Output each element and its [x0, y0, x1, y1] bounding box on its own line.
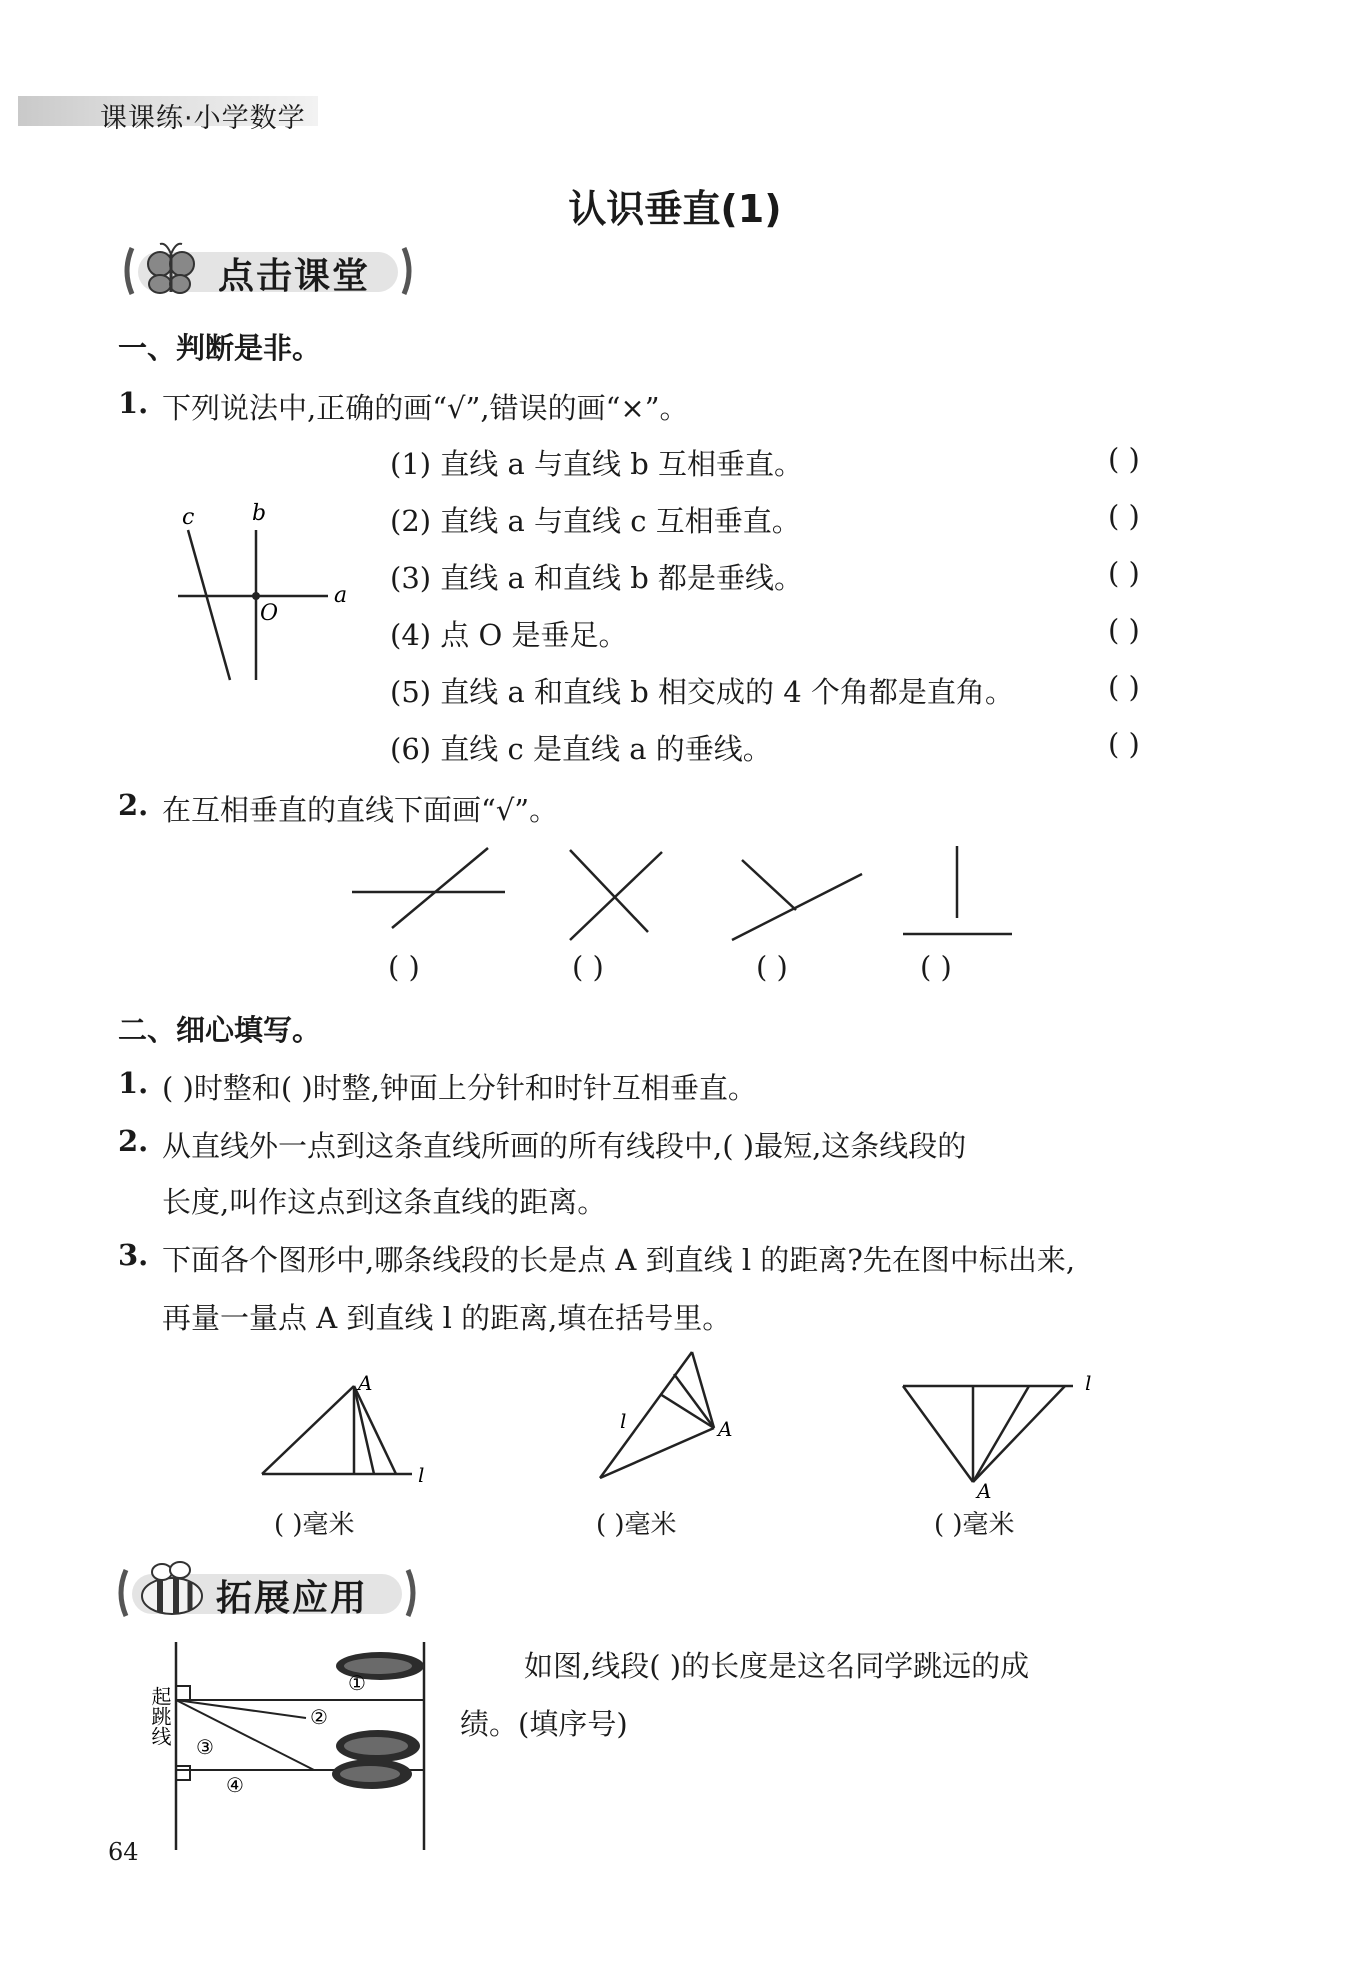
mark-3: ③ — [196, 1735, 214, 1759]
distance-figure-1 — [250, 1348, 450, 1488]
q2-paren-4[interactable]: ( ) — [920, 950, 952, 984]
bee-icon — [142, 1562, 202, 1614]
line-pair-1 — [352, 848, 505, 928]
part1-heading: 一、判断是非。 — [118, 331, 322, 365]
fig1-answer[interactable]: ( )毫米 — [274, 1510, 355, 1540]
answer-paren[interactable]: ( ) — [1108, 499, 1140, 533]
footprint-icon — [332, 1730, 420, 1789]
answer-paren[interactable]: ( ) — [1108, 613, 1140, 647]
fill-q3-line2: 再量一量点 A 到直线 l 的距离,填在括号里。 — [162, 1301, 732, 1335]
q2-paren-3[interactable]: ( ) — [756, 950, 788, 984]
statement-4: (4) 点 O 是垂足。 — [390, 618, 628, 652]
statement-3: (3) 直线 a 和直线 b 都是垂线。 — [390, 561, 804, 595]
label-c: c — [182, 505, 195, 530]
line-pair-4 — [903, 846, 1012, 934]
section-title-classroom: 点击课堂 — [218, 256, 371, 297]
fill-q3-number: 3. — [118, 1238, 149, 1272]
page-title: 认识垂直(1) — [568, 187, 782, 231]
distance-figure-2 — [588, 1340, 758, 1490]
answer-paren[interactable]: ( ) — [1108, 556, 1140, 590]
perpendicular-lines-figure — [170, 500, 360, 690]
q2-paren-1[interactable]: ( ) — [388, 950, 420, 984]
page-number: 64 — [108, 1838, 139, 1866]
fill-q2-line2: 长度,叫作这点到这条直线的距离。 — [162, 1185, 607, 1219]
extension-line2: 绩。(填序号) — [460, 1707, 628, 1741]
line-pair-3 — [732, 860, 862, 940]
distance-figure-3 — [895, 1372, 1115, 1502]
fig2-answer[interactable]: ( )毫米 — [596, 1510, 677, 1540]
q2-paren-2[interactable]: ( ) — [572, 950, 604, 984]
fig1-label-a: A — [358, 1371, 373, 1395]
start-line-label: 起跳线 — [148, 1686, 172, 1746]
part2-heading: 二、细心填写。 — [118, 1013, 322, 1047]
answer-paren[interactable]: ( ) — [1108, 442, 1140, 476]
butterfly-icon — [148, 244, 194, 293]
q2-line-pairs — [340, 840, 1020, 950]
book-header: 课课练·小学数学 — [100, 103, 306, 134]
fig2-label-a: A — [718, 1417, 733, 1441]
q2-text: 在互相垂直的直线下面画“√”。 — [162, 793, 559, 827]
label-o: O — [260, 601, 279, 626]
fig3-label-a: A — [977, 1479, 992, 1502]
extension-line1: 如图,线段( )的长度是这名同学跳远的成 — [524, 1649, 1030, 1683]
fill-q2-line1: 从直线外一点到这条直线所画的所有线段中,( )最短,这条线段的 — [162, 1129, 967, 1163]
q1-text: 下列说法中,正确的画“√”,错误的画“×”。 — [162, 391, 689, 425]
q2-number: 2. — [118, 788, 149, 822]
fig1-label-l: l — [418, 1463, 425, 1487]
q1-number: 1. — [118, 386, 149, 420]
mark-2: ② — [310, 1705, 328, 1729]
long-jump-figure — [140, 1636, 440, 1856]
label-b: b — [252, 501, 267, 526]
fill-q3-line1: 下面各个图形中,哪条线段的长是点 A 到直线 l 的距离?先在图中标出来, — [162, 1243, 1076, 1277]
mark-4: ④ — [226, 1773, 244, 1797]
line-pair-2 — [570, 850, 662, 940]
answer-paren[interactable]: ( ) — [1108, 670, 1140, 704]
fill-q2-number: 2. — [118, 1124, 149, 1158]
section-title-extension: 拓展应用 — [216, 1578, 369, 1619]
fig2-label-l: l — [620, 1409, 627, 1433]
statement-1: (1) 直线 a 与直线 b 互相垂直。 — [390, 447, 804, 481]
statement-2: (2) 直线 a 与直线 c 互相垂直。 — [390, 504, 801, 538]
answer-paren[interactable]: ( ) — [1108, 727, 1140, 761]
statement-5: (5) 直线 a 和直线 b 相交成的 4 个角都是直角。 — [390, 675, 1014, 709]
fill-q1-number: 1. — [118, 1066, 149, 1100]
fig3-label-l: l — [1085, 1372, 1092, 1395]
fill-q1-text: ( )时整和( )时整,钟面上分针和时针互相垂直。 — [162, 1071, 757, 1105]
fig3-answer[interactable]: ( )毫米 — [934, 1510, 1015, 1540]
label-a: a — [334, 583, 348, 608]
statement-6: (6) 直线 c 是直线 a 的垂线。 — [390, 732, 772, 766]
mark-1: ① — [348, 1671, 366, 1695]
